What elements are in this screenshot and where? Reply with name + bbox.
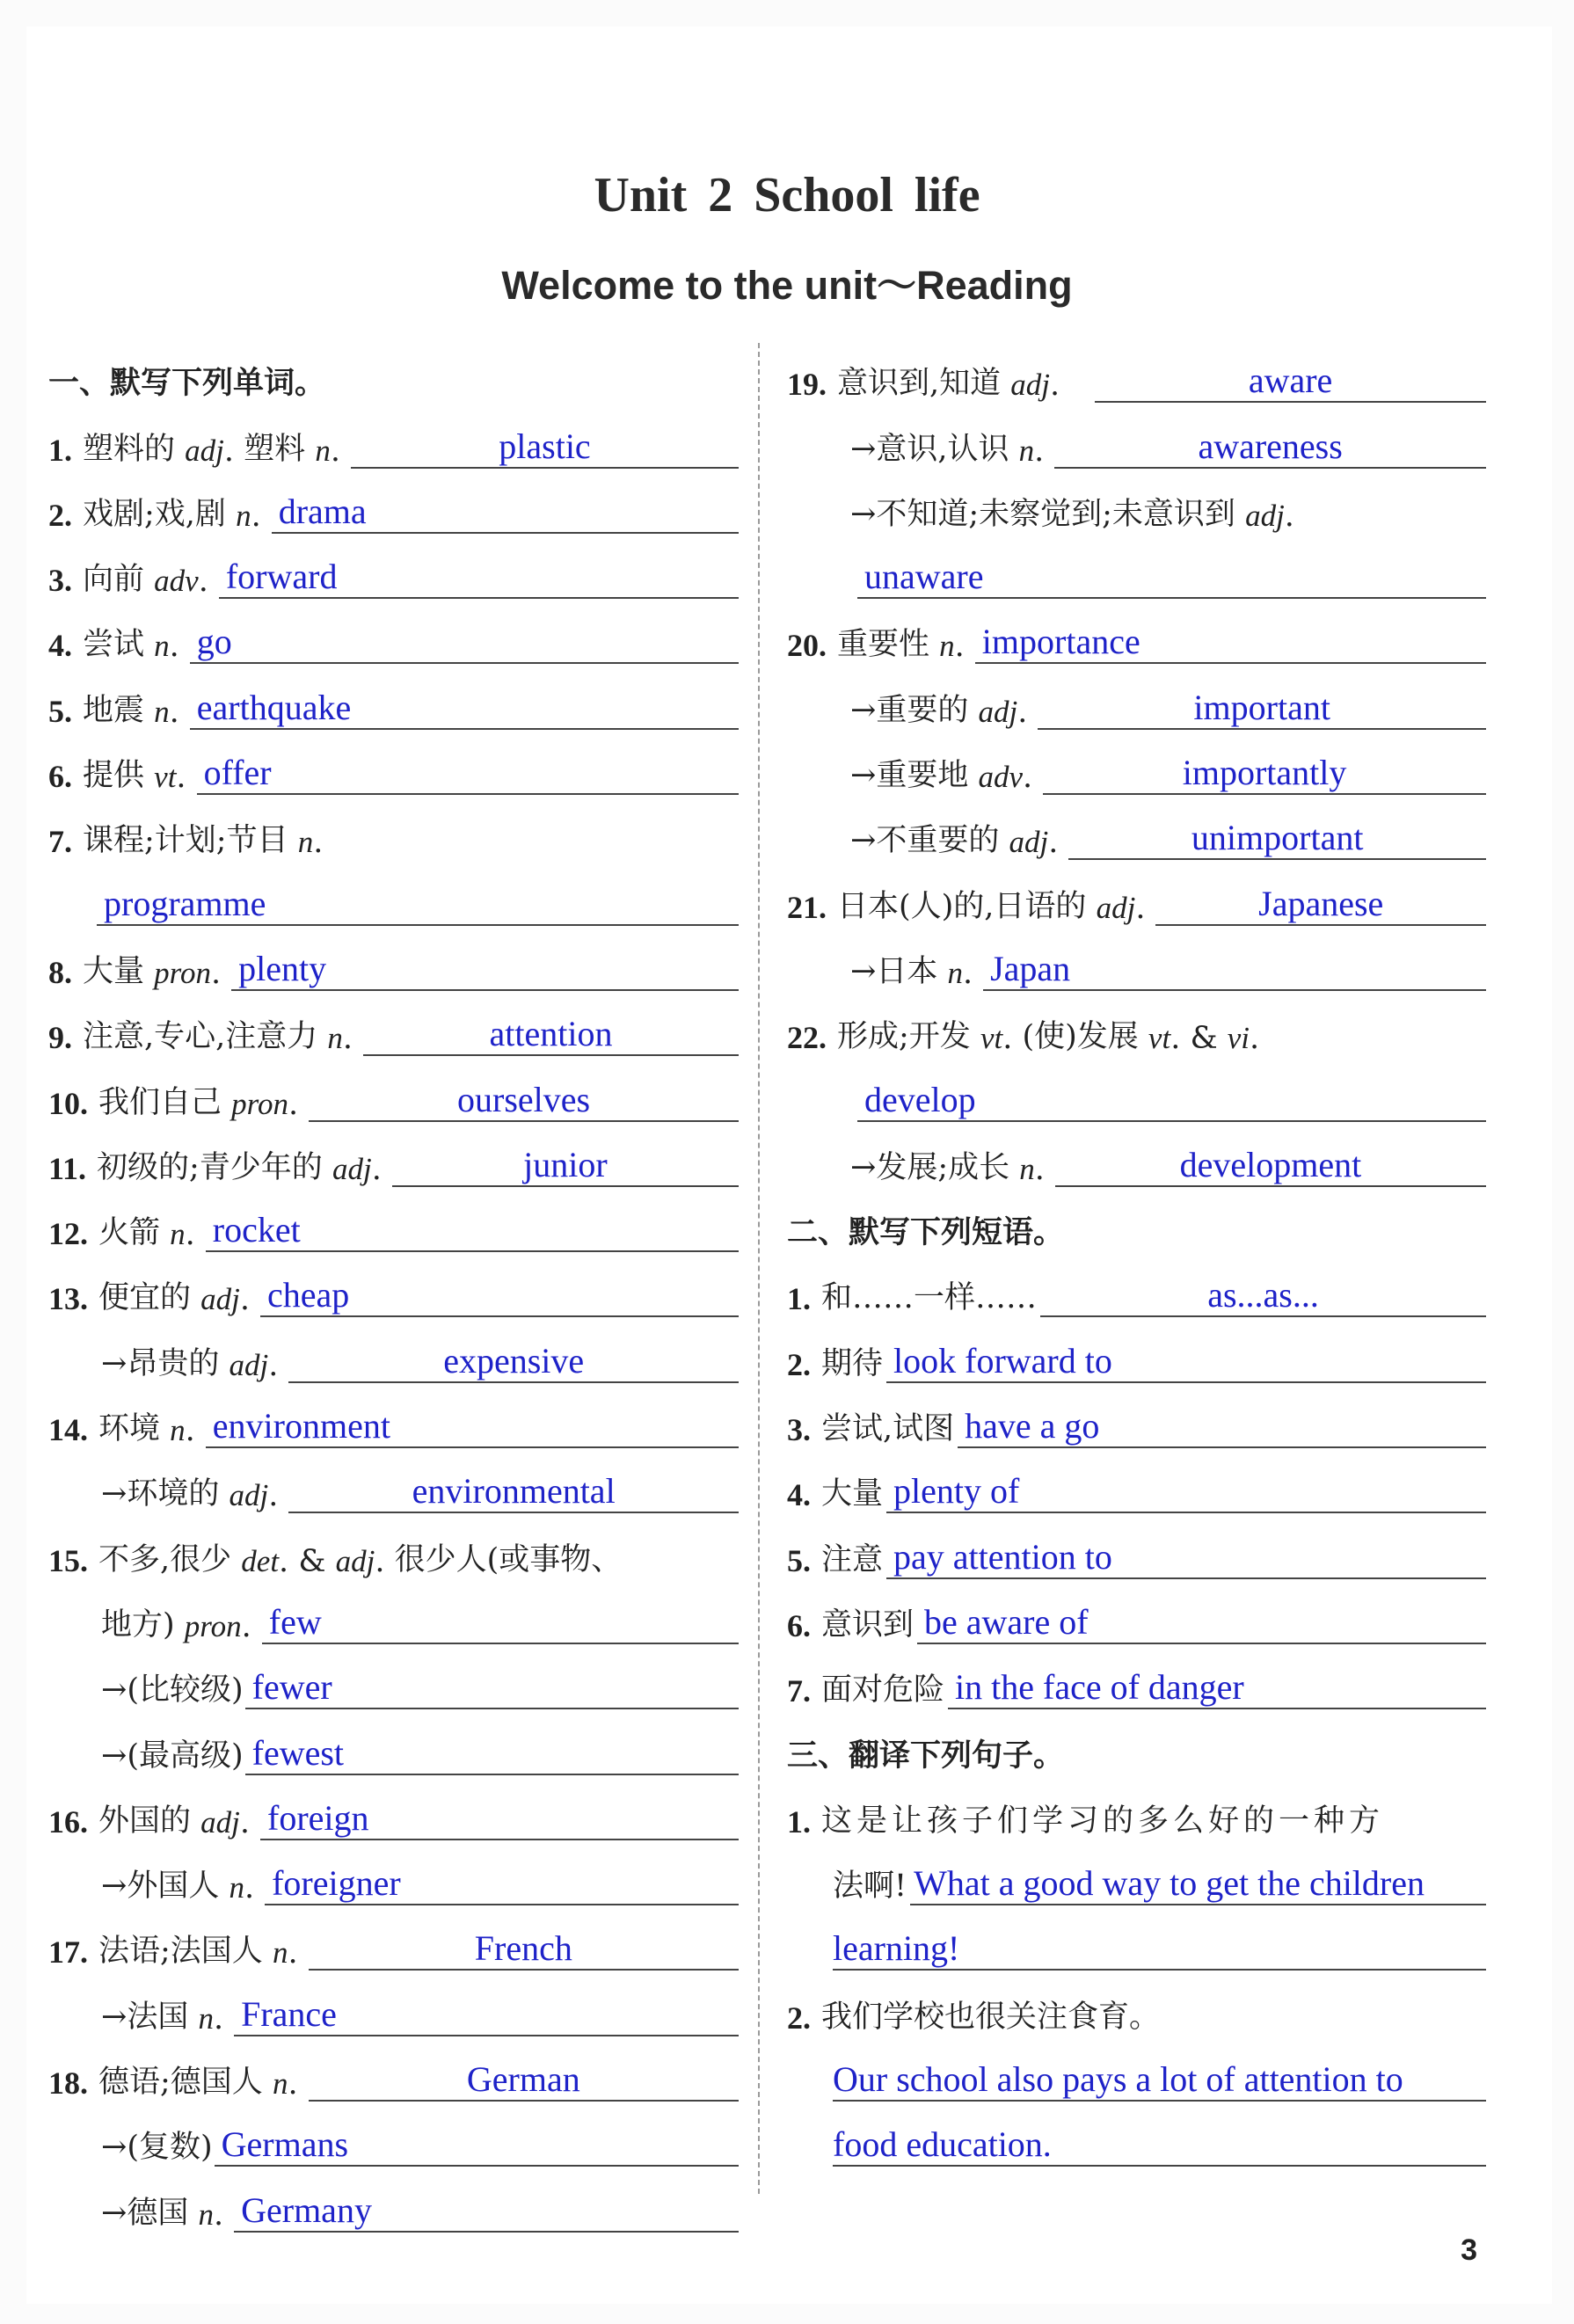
page-number: 3 [1461, 2233, 1477, 2267]
answer-field[interactable]: attention [363, 1014, 739, 1056]
lesson-subtitle: Welcome to the unit～Reading [501, 263, 1073, 308]
answer-field[interactable]: aware [1095, 361, 1486, 403]
sentence-item-2-line3 [787, 2107, 1486, 2172]
word-item-21-derived: →日本 n . Japan [787, 931, 1486, 996]
answer-field[interactable]: earthquake [190, 688, 739, 730]
answer-field[interactable]: rocket [206, 1210, 739, 1252]
word-item-4: 4. 尝试 n . go [48, 604, 739, 669]
section-heading: 二、默写下列短语。 [787, 1215, 1065, 1251]
word-item-18-country: →德国 n . Germany [48, 2172, 739, 2237]
section-heading: 一、默写下列单词。 [48, 366, 326, 402]
answer-field[interactable]: unaware [857, 557, 1486, 599]
word-item-18-plural: →(复数) Germans [48, 2107, 739, 2172]
word-item-19-derived: →意识,认识 n . awareness [787, 408, 1486, 473]
word-item-7: 7. 课程;计划;节目 n . [48, 823, 324, 861]
sentence-item-1-line2: 法啊! What a good way to get the children [787, 1846, 1486, 1911]
answer-field[interactable]: foreign [260, 1798, 739, 1840]
phrase-item-5: 5. 注意 pay attention to [787, 1519, 1486, 1584]
unit-title: Unit 2 School life [594, 168, 980, 222]
answer-field[interactable]: environment [206, 1406, 739, 1448]
answer-field[interactable]: look forward to [886, 1341, 1486, 1383]
answer-field[interactable]: junior [392, 1145, 739, 1187]
answer-field[interactable]: food education. [833, 2124, 1486, 2167]
answer-field[interactable]: Japanese [1155, 884, 1486, 926]
section-heading: 三、翻译下列句子。 [787, 1738, 1065, 1774]
answer-field[interactable]: importance [975, 622, 1486, 664]
answer-field[interactable]: pay attention to [886, 1537, 1486, 1579]
answer-field[interactable]: offer [197, 753, 739, 795]
answer-field[interactable]: German [309, 2059, 739, 2102]
answer-field[interactable]: as...as... [1040, 1275, 1486, 1317]
answer-field[interactable]: learning! [833, 1928, 1486, 1971]
answer-field[interactable]: cheap [260, 1275, 739, 1317]
answer-field[interactable]: be aware of [917, 1602, 1486, 1644]
word-item-12: 12. 火箭 n . rocket [48, 1192, 739, 1257]
word-item-9: 9. 注意,专心,注意力 n . attention [48, 996, 739, 1061]
answer-field[interactable]: ourselves [309, 1080, 739, 1122]
answer-field[interactable]: development [1055, 1145, 1486, 1187]
word-item-20: 20. 重要性 n . importance [787, 604, 1486, 669]
answer-field[interactable]: Germany [234, 2190, 739, 2233]
answer-field[interactable]: drama [272, 492, 739, 534]
word-item-5: 5. 地震 n . earthquake [48, 669, 739, 734]
answer-field[interactable]: What a good way to get the children [910, 1863, 1486, 1905]
answer-field[interactable]: Germans [215, 2124, 739, 2167]
sentence-item-1-line3 [787, 1911, 1486, 1976]
word-item-19-negative-answer [787, 539, 1486, 604]
answer-field[interactable]: have a go [958, 1406, 1486, 1448]
word-item-22-answer-row [787, 1061, 1486, 1126]
sentence-item-1: 1. 这是让孩子们学习的多么好的一种方 [787, 1803, 1385, 1840]
answer-field[interactable]: Japan [983, 949, 1486, 991]
answer-field[interactable]: fewest [245, 1733, 739, 1775]
word-item-19-negative: →不知道;未察觉到;未意识到 adj . [850, 496, 1294, 534]
word-item-21: 21. 日本(人)的,日语的 adj . Japanese [787, 865, 1486, 930]
word-item-14-derived: →环境的 adj . environmental [48, 1453, 739, 1519]
right-column [787, 343, 1486, 2172]
answer-field[interactable]: forward [219, 557, 739, 599]
word-item-2: 2. 戏剧;戏,剧 n . drama [48, 474, 739, 539]
word-item-6: 6. 提供 vt . offer [48, 735, 739, 800]
word-item-10: 10. 我们自己 pron . ourselves [48, 1061, 739, 1126]
word-item-19: 19. 意识到,知道 adj . aware [787, 343, 1486, 408]
word-item-15: 15. 不多,很少 det . & adj . 很少人(或事物、 [48, 1541, 623, 1579]
word-item-17-derived: →法国 n . France [48, 1976, 739, 2041]
word-item-8: 8. 大量 pron . plenty [48, 931, 739, 996]
word-item-13-derived: →昂贵的 adj . expensive [48, 1322, 739, 1388]
answer-field[interactable]: plastic [351, 426, 739, 469]
answer-field[interactable]: importantly [1043, 753, 1486, 795]
phrase-item-2: 2. 期待 look forward to [787, 1322, 1486, 1388]
answer-field[interactable]: environmental [288, 1471, 739, 1513]
answer-field[interactable]: programme [97, 884, 739, 926]
answer-field[interactable]: fewer [245, 1667, 739, 1709]
phrase-item-3: 3. 尝试,试图 have a go [787, 1388, 1486, 1453]
word-item-18: 18. 德语;德国人 n . German [48, 2042, 739, 2107]
answer-field[interactable]: develop [857, 1080, 1486, 1122]
word-item-14: 14. 环境 n . environment [48, 1388, 739, 1453]
word-item-16: 16. 外国的 adj . foreign [48, 1781, 739, 1846]
word-item-20-negative: →不重要的 adj . unimportant [787, 800, 1486, 865]
word-item-15-comparative: →(比较级) fewer [48, 1650, 739, 1715]
word-item-20-adj: →重要的 adj . important [787, 669, 1486, 734]
word-item-16-derived: →外国人 n . foreigner [48, 1846, 739, 1911]
word-item-17: 17. 法语;法国人 n . French [48, 1911, 739, 1976]
answer-field[interactable]: in the face of danger [948, 1667, 1486, 1709]
word-item-15-superlative: →(最高级) fewest [48, 1715, 739, 1780]
phrase-item-4: 4. 大量 plenty of [787, 1453, 1486, 1519]
answer-field[interactable]: plenty [231, 949, 739, 991]
answer-field[interactable]: important [1038, 688, 1486, 730]
answer-field[interactable]: France [234, 1994, 739, 2036]
word-item-3: 3. 向前 adv . forward [48, 539, 739, 604]
answer-field[interactable]: plenty of [886, 1471, 1486, 1513]
answer-field[interactable]: unimportant [1068, 818, 1486, 860]
word-item-22: 22. 形成;开发 vt . (使)发展 vt . & vi . [787, 1019, 1260, 1057]
word-item-20-adv: →重要地 adv . importantly [787, 735, 1486, 800]
phrase-item-7: 7. 面对危险 in the face of danger [787, 1650, 1486, 1715]
answer-field[interactable]: expensive [288, 1341, 739, 1383]
answer-field[interactable]: awareness [1054, 426, 1486, 469]
word-item-1: 1. 塑料的 adj . 塑料 n . plastic [48, 408, 739, 473]
answer-field[interactable]: go [190, 622, 739, 664]
column-divider [758, 343, 760, 2194]
answer-field[interactable]: few [262, 1602, 739, 1644]
answer-field[interactable]: Our school also pays a lot of attention to [833, 2059, 1486, 2102]
phrase-item-1: 1. 和……一样…… as...as... [787, 1257, 1486, 1322]
word-item-22-derived: →发展;成长 n . development [787, 1127, 1486, 1192]
sentence-item-2-line2 [787, 2042, 1486, 2107]
word-item-11: 11. 初级的;青少年的 adj . junior [48, 1127, 739, 1192]
left-column [48, 343, 739, 2238]
sentence-item-2: 2. 我们学校也很关注食育。 [787, 1999, 1161, 2036]
answer-field[interactable]: foreigner [265, 1863, 739, 1905]
word-item-13: 13. 便宜的 adj . cheap [48, 1257, 739, 1322]
phrase-item-6: 6. 意识到 be aware of [787, 1585, 1486, 1650]
word-item-7-answer-row [48, 865, 739, 930]
answer-field[interactable]: French [309, 1928, 739, 1971]
word-item-15-cont: 地方) pron . few [48, 1585, 739, 1650]
